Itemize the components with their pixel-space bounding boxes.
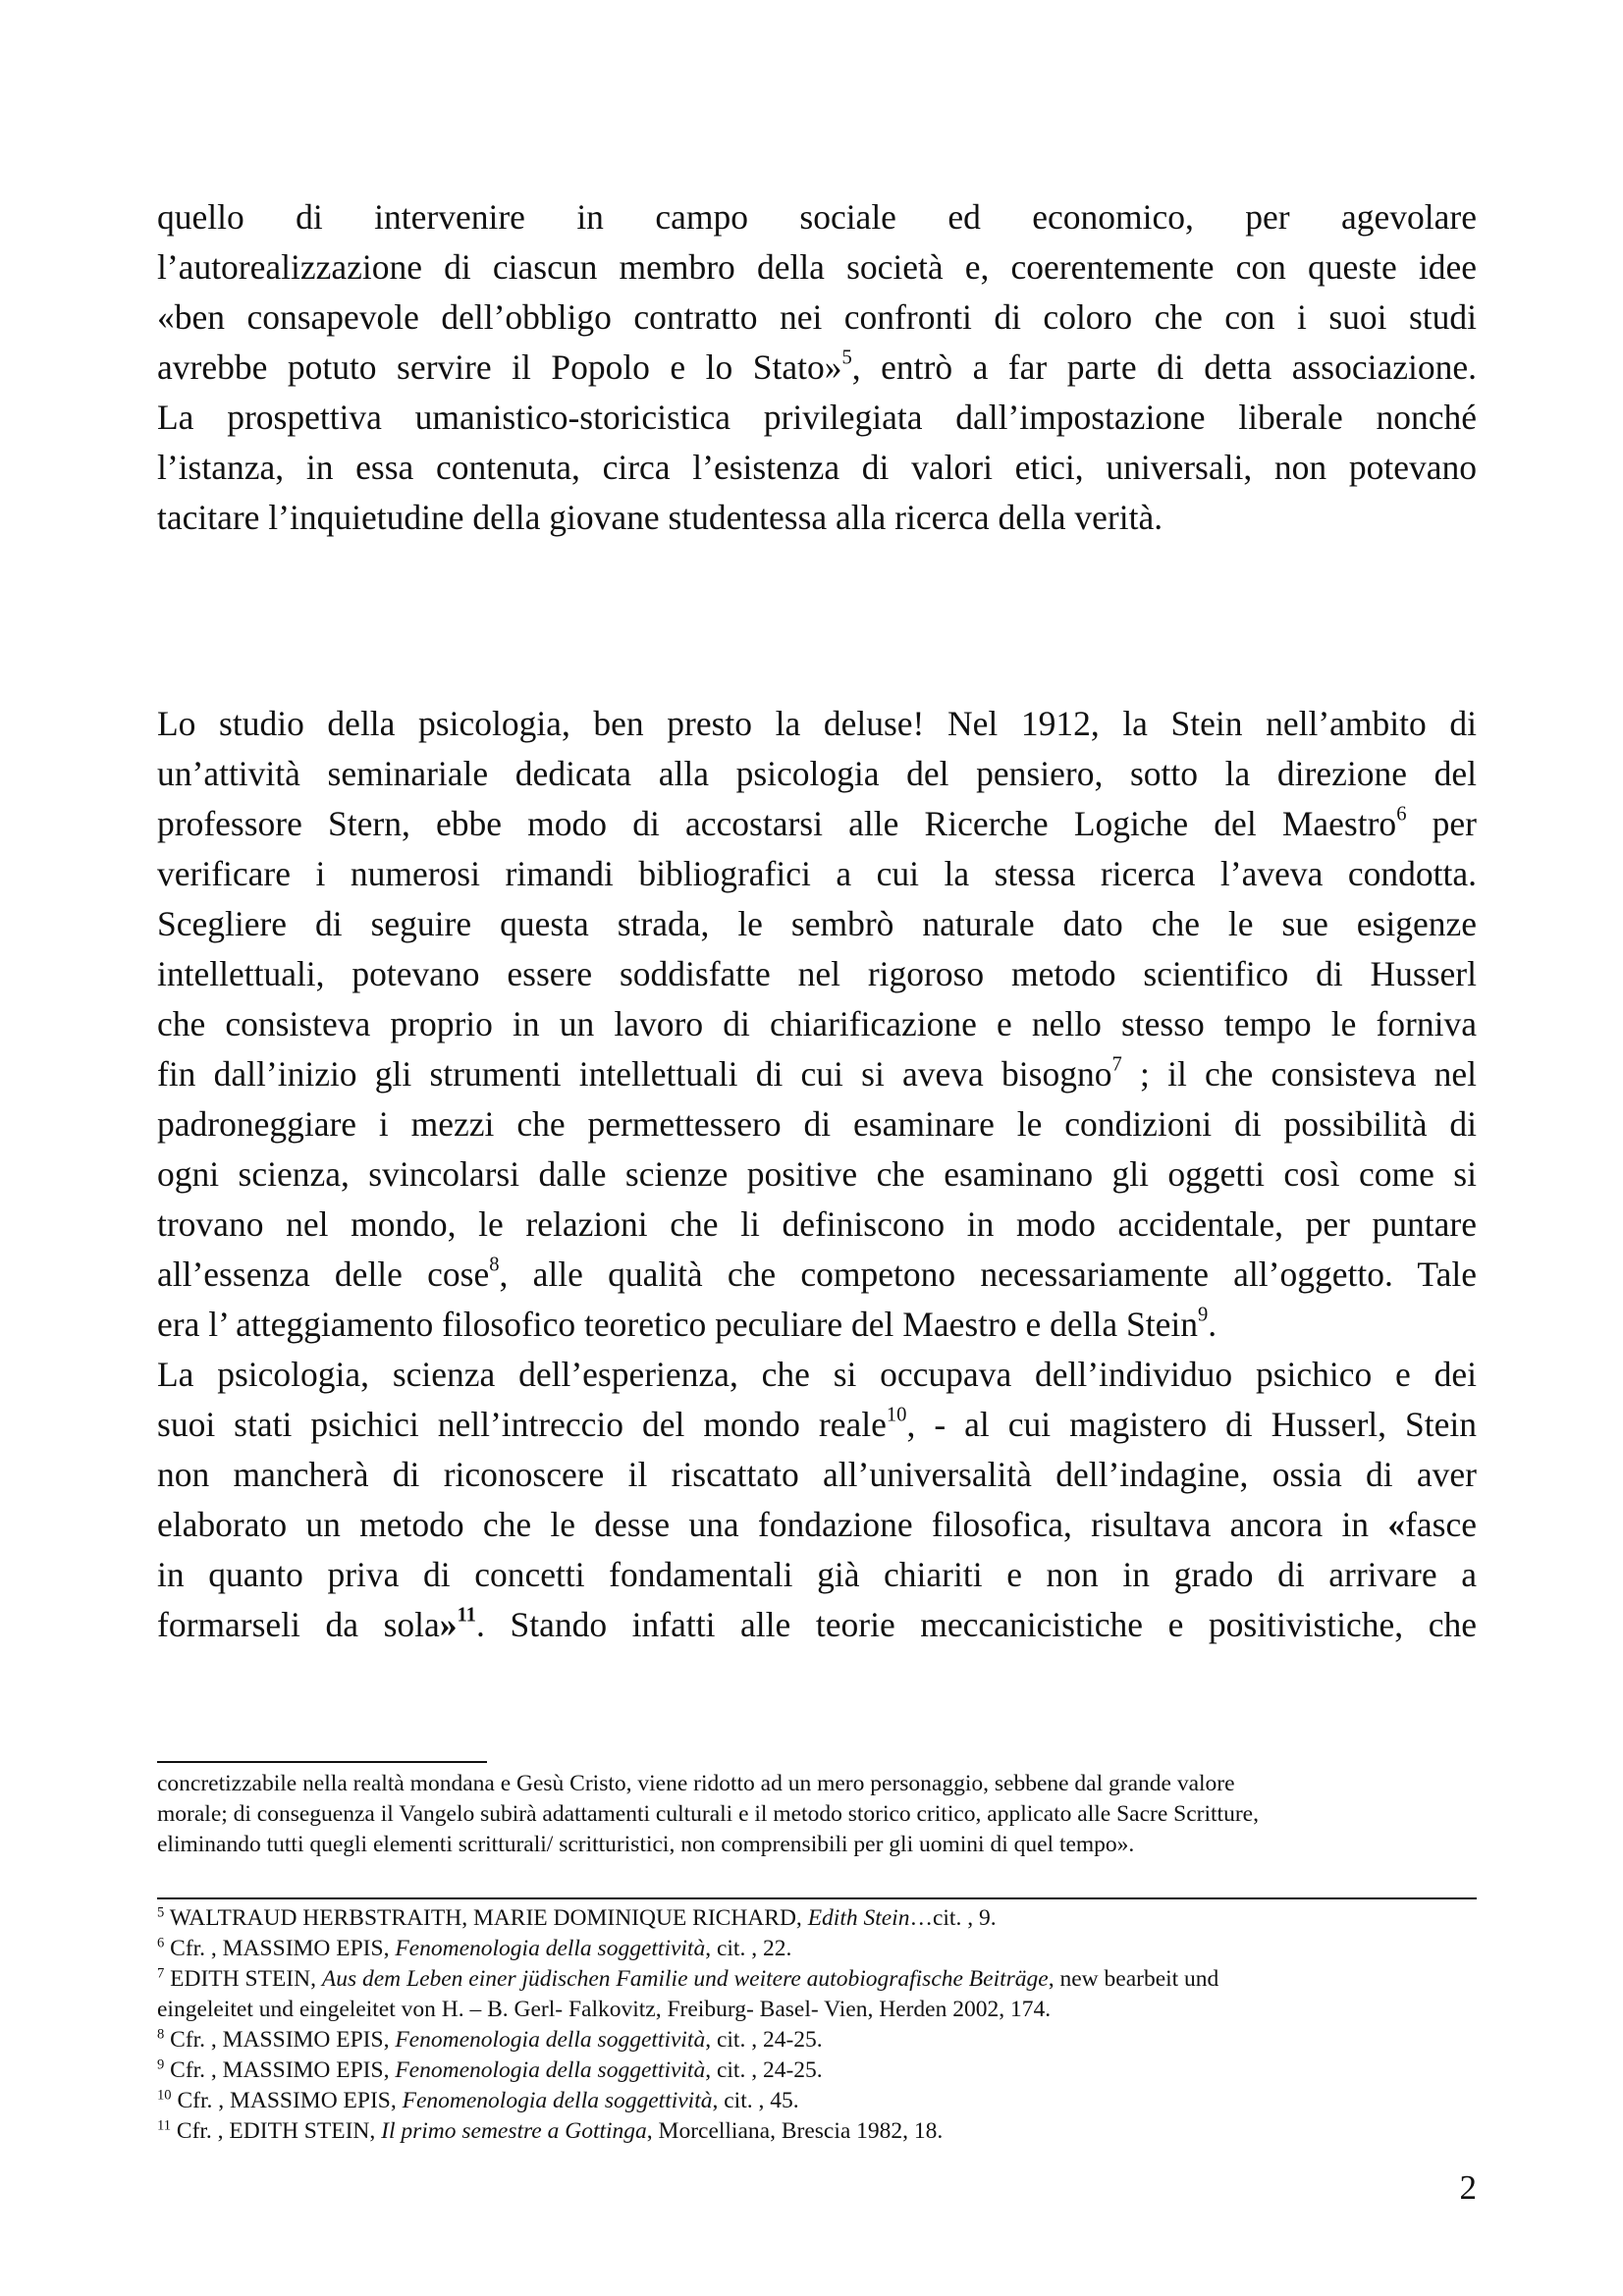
footnote-ref: 8 xyxy=(489,1254,500,1276)
footnote-ref: 7 xyxy=(1111,1053,1122,1076)
footnote-item: $^7$ EDITH STEIN, Aus dem Leben einer jüdischen Familie und weitere autobiografische Beiträge, new bearbeit und eingeleitet und eingeleitet von H. – B. Gerl- Falkovitz, Freiburg- Basel- Vien, Herden 2002, 174. xyxy=(157,1965,1219,2022)
footnote-item: $^8$ Cfr. , MASSIMO EPIS, Fenomenologia della soggettività, cit. , 24-25. xyxy=(157,2026,823,2053)
text-line: padroneggiare i mezzi che permettessero di esaminare le condizioni di possibilità di xyxy=(157,1104,1477,1144)
footnote-ref: 5 xyxy=(841,347,852,369)
text-line: l’autorealizzazione di ciascun membro della società e, coerentemente con queste idee xyxy=(157,247,1477,287)
text-line: tacitare l’inquietudine della giovane studentessa alla ricerca della verità. xyxy=(157,498,1163,537)
footnote-ref: 6 xyxy=(1396,803,1407,826)
footnote-separator-short xyxy=(157,1761,487,1763)
text-line: non mancherà di riconoscere il riscattato all’universalità dell’indagine, ossia di aver xyxy=(157,1455,1477,1494)
footnote-item: $^{11}$ Cfr. , EDITH STEIN, Il primo semestre a Gottinga, Morcelliana, Brescia 1982, 18. xyxy=(157,2117,944,2144)
text-line: suoi stati psichici nell’intreccio del mondo reale$^{10}$, - al cui magistero di Husserl, Stein xyxy=(157,1404,1477,1444)
paragraph-block-2 xyxy=(157,699,1477,1650)
footnote-item: $^{10}$ Cfr. , MASSIMO EPIS, Fenomenologia della soggettività, cit. , 45. xyxy=(157,2087,799,2113)
text-line: verificare i numerosi rimandi bibliografici a cui la stessa ricerca l’aveva condotta. xyxy=(157,854,1477,893)
text-line: Scegliere di seguire questa strada, le sembrò naturale dato che le sue esigenze xyxy=(157,904,1477,943)
footnote-continuation xyxy=(157,1769,1477,1860)
text-line: professore Stern, ebbe modo di accostarsi alle Ricerche Logiche del Maestro$^6$ per xyxy=(157,803,1477,843)
footnote-list xyxy=(157,1903,1477,2147)
text-line: in quanto priva di concetti fondamentali già chiariti e non in grado di arrivare a xyxy=(157,1555,1477,1594)
text-line: l’istanza, in essa contenuta, circa l’esistenza di valori etici, universali, non potevano xyxy=(157,448,1477,487)
paragraph-block-1 xyxy=(157,192,1477,543)
footnote-line: morale; di conseguenza il Vangelo subirà adattamenti culturali e il metodo storico critico, applicato alle Sacre Scritture, xyxy=(157,1801,1259,1827)
text-line: Lo studio della psicologia, ben presto la deluse! Nel 1912, la Stein nell’ambito di xyxy=(157,704,1477,743)
page-number: 2 xyxy=(1459,2168,1477,2207)
text-line: avrebbe potuto servire il Popolo e lo Stato»$^5$, entrò a far parte di detta associazione. xyxy=(157,347,1477,387)
text-line: quello di intervenire in campo sociale ed economico, per agevolare xyxy=(157,197,1477,237)
text-line: fin dall’inizio gli strumenti intellettuali di cui si aveva bisogno$^7$ ; il che consisteva nel xyxy=(157,1053,1477,1094)
footnote-item: $^5$ WALTRAUD HERBSTRAITH, MARIE DOMINIQUE RICHARD, Edith Stein…cit. , 9. xyxy=(157,1904,997,1931)
text-line: all’essenza delle cose$^8$, alle qualità che competono necessariamente all’oggetto. Tale xyxy=(157,1254,1477,1294)
text-line: elaborato un metodo che le desse una fondazione filosofica, risultava ancora in «fasce xyxy=(157,1505,1477,1544)
text-line: trovano nel mondo, le relazioni che li definiscono in modo accidentale, per puntare xyxy=(157,1204,1477,1244)
footnote-item: $^6$ Cfr. , MASSIMO EPIS, Fenomenologia della soggettività, cit. , 22. xyxy=(157,1935,792,1961)
text-line: era l’ atteggiamento filosofico teoretico peculiare del Maestro e della Stein$^9$. xyxy=(157,1304,1217,1344)
footnote-ref: 11 xyxy=(457,1604,476,1627)
footnote-line: eliminando tutti quegli elementi scritturali/ scritturistici, non comprensibili per gli uomini di quel tempo». xyxy=(157,1832,1135,1857)
text-line: «ben consapevole dell’obbligo contratto nei confronti di coloro che con i suoi studi xyxy=(157,297,1477,337)
text-line: ogni scienza, svincolarsi dalle scienze positive che esaminano gli oggetti così come si xyxy=(157,1154,1477,1194)
text-line: La prospettiva umanistico-storicistica privilegiata dall’impostazione liberale nonché xyxy=(157,398,1477,437)
footnote-separator-long xyxy=(157,1897,1477,1899)
footnote-ref: 9 xyxy=(1197,1304,1209,1326)
footnote-ref: 10 xyxy=(886,1404,907,1426)
text-line: un’attività seminariale dedicata alla psicologia del pensiero, sotto la direzione del xyxy=(157,754,1477,793)
footnote-line: concretizzabile nella realtà mondana e Gesù Cristo, viene ridotto ad un mero personaggio, sebbene dal grande valore xyxy=(157,1771,1235,1796)
text-line: che consisteva proprio in un lavoro di chiarificazione e nello stesso tempo le forniva xyxy=(157,1004,1477,1043)
text-line: intellettuali, potevano essere soddisfatte nel rigoroso metodo scientifico di Husserl xyxy=(157,954,1477,993)
footnote-item: $^9$ Cfr. , MASSIMO EPIS, Fenomenologia della soggettività, cit. , 24-25. xyxy=(157,2056,823,2083)
text-line: La psicologia, scienza dell’esperienza, che si occupava dell’individuo psichico e dei xyxy=(157,1355,1477,1394)
text-line: formarseli da sola»$^{11}$. Stando infatti alle teorie meccanicistiche e positivistiche, che xyxy=(157,1604,1477,1644)
